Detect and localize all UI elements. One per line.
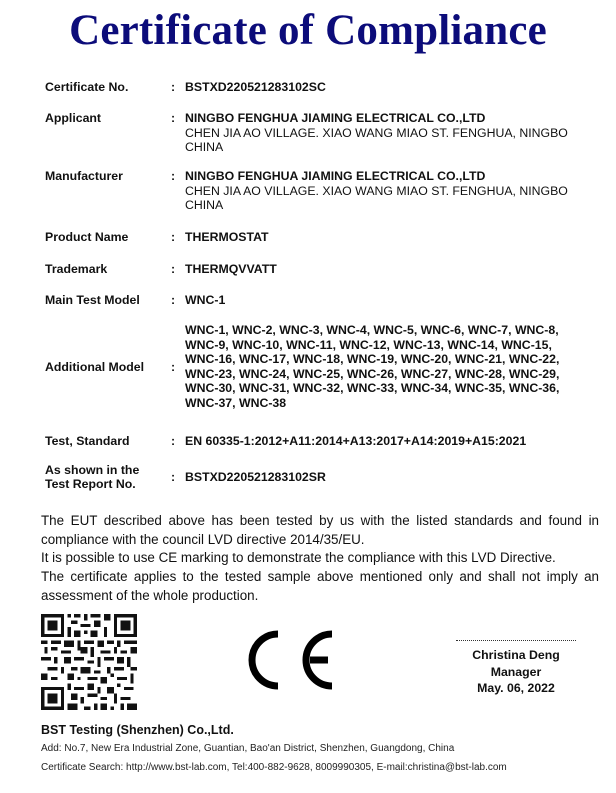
field-label: Manufacturer [45,169,123,183]
manufacturer-address: CHEN JIA AO VILLAGE. XIAO WANG MIAO ST. FENGHUA, NINGBO [185,183,568,198]
model-line: WNC-1, WNC-2, WNC-3, WNC-4, WNC-5, WNC-6, WNC-7, WNC-8, [185,323,559,337]
compliance-statement [41,512,599,606]
model-line: WNC-30, WNC-31, WNC-32, WNC-33, WNC-34, WNC-35, WNC-36, [185,381,560,396]
field-value: BSTXD220521283102SR [185,470,326,484]
colon: : [171,169,176,183]
additional-model-list [185,323,605,411]
applicant-country: CHINA [185,140,224,154]
field-label: Additional Model [45,360,145,374]
colon: : [171,230,176,244]
signature-line [456,640,576,641]
colon: : [171,262,176,276]
field-label: As shown in the Test Report No. [45,463,140,491]
field-value: WNC-1 [185,293,226,307]
signer-name: Christina Deng [472,648,560,662]
manufacturer-name: NINGBO FENGHUA JIAMING ELECTRICAL CO.,LTD [185,169,486,183]
statement-paragraph: The certificate applies to the tested sample above mentioned only and shall not imply an assessment of the whole production. [41,569,599,603]
field-value: THERMOSTAT [185,230,269,244]
statement-paragraph: The EUT described above has been tested by us with the listed standards and found in compliance with the council LVD directive 2014/35/EU. [41,513,599,547]
applicant-address: CHEN JIA AO VILLAGE. XIAO WANG MIAO ST. FENGHUA, NINGBO [185,125,568,140]
field-label: Certificate No. [45,80,129,94]
colon: : [171,111,176,125]
field-value [185,111,605,155]
manufacturer-country: CHINA [185,198,224,212]
colon: : [171,470,176,484]
issuer-company: BST Testing (Shenzhen) Co.,Ltd. [41,723,234,737]
colon: : [171,360,176,374]
ce-mark-icon [246,628,342,692]
statement-paragraph: It is possible to use CE marking to demonstrate the compliance with this LVD Directive. [41,550,556,566]
field-label: Applicant [45,111,102,125]
field-label: Main Test Model [45,293,140,307]
model-line: WNC-9, WNC-10, WNC-11, WNC-12, WNC-13, WNC-14, WNC-15, [185,337,552,352]
field-value [185,169,605,213]
field-value: BSTXD220521283102SC [185,80,326,94]
qr-code-icon[interactable] [41,614,137,710]
field-value: EN 60335-1:2012+A11:2014+A13:2017+A14:2019+A15:2021 [185,434,527,448]
signer-role: Manager [490,664,542,679]
field-label: Product Name [45,230,129,244]
signature-date: May. 06, 2022 [477,681,555,695]
model-line: WNC-23, WNC-24, WNC-25, WNC-26, WNC-27, WNC-28, WNC-29, [185,366,560,381]
model-line: WNC-16, WNC-17, WNC-18, WNC-19, WNC-20, WNC-21, WNC-22, [185,352,560,367]
field-value: THERMQVVATT [185,262,277,276]
signature-block [456,640,576,697]
model-line: WNC-37, WNC-38 [185,395,287,410]
colon: : [171,434,176,448]
field-label: Test, Standard [45,434,130,448]
applicant-name: NINGBO FENGHUA JIAMING ELECTRICAL CO.,LTD [185,111,486,125]
colon: : [171,80,176,94]
certificate-title: Certificate of Compliance [69,7,547,54]
colon: : [171,293,176,307]
issuer-address: Add: No.7, New Era Industrial Zone, Guantian, Bao'an District, Shenzhen, Guangdong, China [41,743,455,754]
issuer-contact: Certificate Search: http://www.bst-lab.com, Tel:400-882-9628, 8009990305, E-mail:christina@bst-lab.com [41,762,507,773]
field-label: Trademark [45,262,108,276]
